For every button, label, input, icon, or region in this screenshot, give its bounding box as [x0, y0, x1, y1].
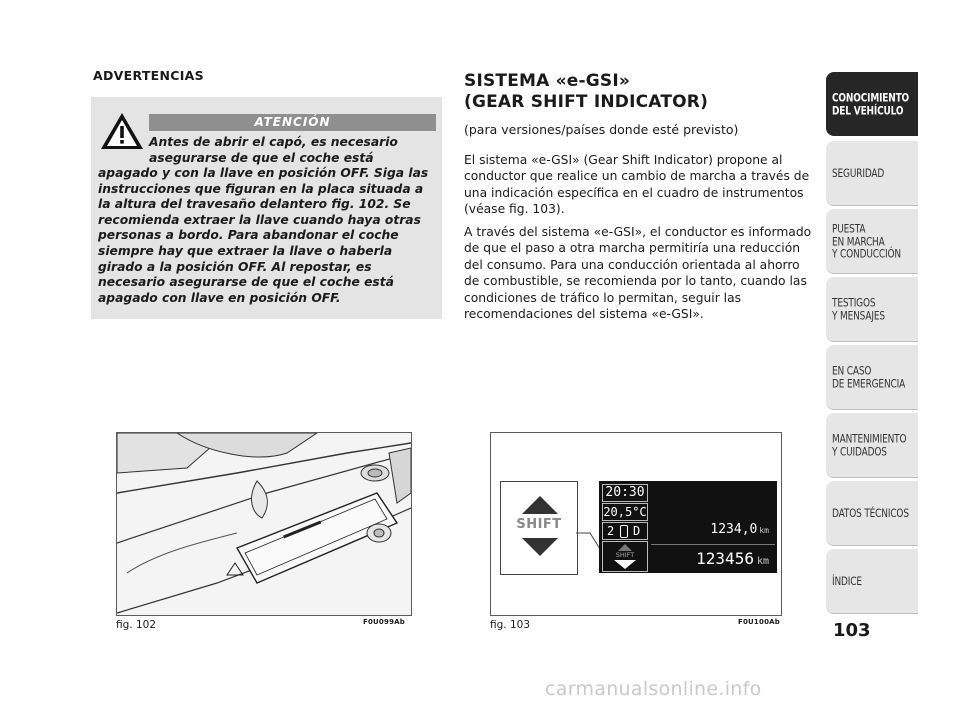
sidebar-tab-testigos[interactable]	[826, 277, 918, 342]
instrument-display	[599, 481, 777, 573]
page-number: 103	[833, 620, 871, 641]
display-trip-unit: km	[759, 526, 769, 535]
display-gear-box	[602, 522, 648, 540]
figure-103-label: fig. 103	[490, 619, 530, 631]
figure-103-image	[490, 432, 782, 616]
section-heading-advertencias: ADVERTENCIAS	[93, 68, 204, 83]
sidebar-tab-conocimiento[interactable]	[826, 72, 918, 136]
warning-box	[91, 97, 442, 319]
sidebar-tab-label: EN CASO DE EMERGENCIA	[832, 363, 906, 390]
display-temperature: 20,5°C	[603, 505, 647, 519]
display-time: 20:30	[602, 484, 648, 502]
sidebar-tab-datos-tecnicos[interactable]	[826, 481, 918, 546]
warning-text-intro: Antes de abrir el capó, es necesario asegurarse de que el coche está	[149, 135, 398, 165]
sidebar-tab-puesta-en-marcha[interactable]	[826, 209, 918, 274]
display-shift-text: SHIFT	[615, 551, 635, 559]
display-odometer	[651, 546, 775, 571]
shift-callout-text: SHIFT	[516, 517, 562, 532]
figure-102-label: fig. 102	[116, 619, 156, 631]
paragraph-2: A través del sistema «e-GSI», el conductor es informado de que el paso a otra marcha permitiría una reducción del consumo. Para una conducción orientada al ahorro de combustible, se recomienda por lo tanto, cuando las condiciones de tráfico lo permitan, seguir las recomendaciones del sistema «e-GSI».	[464, 225, 812, 322]
sidebar-tab-seguridad[interactable]	[826, 141, 918, 206]
sidebar-tab-label: ÍNDICE	[832, 573, 862, 588]
sidebar-tab-label: CONOCIMIENTO DEL VEHÍCULO	[832, 90, 910, 117]
warning-label: ATENCIÓN	[149, 114, 436, 131]
display-gear-symbol: D	[633, 524, 641, 538]
display-trip-value: 1234,0	[710, 522, 758, 537]
sidebar-tab-label: SEGURIDAD	[832, 165, 885, 180]
warning-triangle-icon	[99, 111, 145, 151]
figure-102-code: F0U099Ab	[363, 618, 405, 626]
shift-up-arrow-icon	[618, 544, 632, 551]
sidebar-tab-label: TESTIGOS Y MENSAJES	[832, 295, 885, 322]
display-odometer-value: 123456	[696, 549, 754, 568]
section-subtitle: (para versiones/países donde esté previsto)	[464, 122, 739, 137]
shift-callout	[500, 481, 578, 575]
figure-103-code: F0U100Ab	[738, 618, 780, 626]
display-trip	[651, 519, 775, 541]
arrow-down-icon	[522, 538, 558, 556]
section-title	[464, 71, 708, 113]
shift-down-arrow-icon	[614, 560, 636, 569]
section-title-line1: SISTEMA «e-GSI»	[464, 71, 631, 91]
section-title-line2: (GEAR SHIFT INDICATOR)	[464, 92, 709, 112]
engine-bay-drawing	[117, 433, 411, 615]
display-gear: 2	[607, 524, 615, 538]
footer-watermark: carmanualsonline.info	[545, 678, 762, 700]
display-divider	[651, 544, 775, 545]
sidebar-tab-label: DATOS TÉCNICOS	[832, 505, 909, 520]
sidebar-tab-indice[interactable]	[826, 549, 918, 614]
display-shift-indicator	[602, 541, 648, 572]
fuel-gauge-icon	[620, 525, 628, 538]
arrow-up-icon	[522, 496, 558, 514]
sidebar-tab-mantenimiento[interactable]	[826, 413, 918, 478]
display-odometer-unit: km	[756, 556, 769, 567]
sidebar-tab-emergencia[interactable]	[826, 345, 918, 410]
sidebar-tab-label: PUESTA EN MARCHA Y CONDUCCIÓN	[832, 221, 901, 261]
figure-102-image	[116, 432, 412, 616]
sidebar-tab-label: MANTENIMIENTO Y CUIDADOS	[832, 431, 907, 458]
paragraph-1: El sistema «e-GSI» (Gear Shift Indicator) propone al conductor que realice un cambio de marcha a través de una indicación específica en el cuadro de instrumentos (véase fig. 103).	[464, 153, 810, 217]
warning-text-body: apagado y con la llave en posición OFF. Siga las instrucciones que figuran en la placa situada a la altura del travesaño delantero fig. 102. Se recomienda extraer la llave cuando haya otras personas a bordo. Para abandonar el coche siempre hay que extraer la llave o haberla girado a la posición OFF. Al repostar, es necesario asegurarse de que el coche está apagado con llave en posición OFF.	[98, 166, 429, 305]
